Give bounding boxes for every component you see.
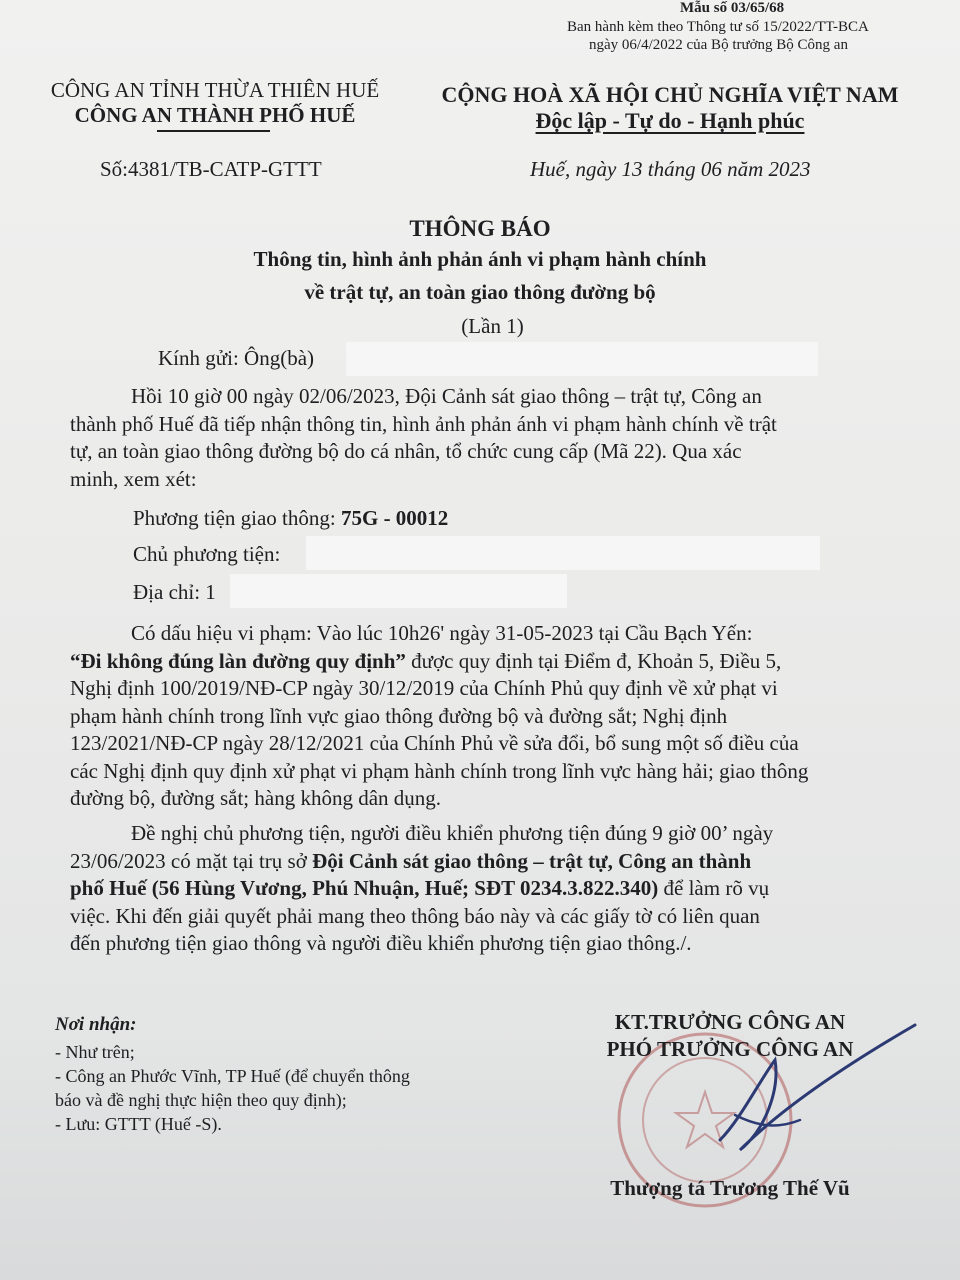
signer-name: Thượng tá Trương Thế Vũ [610, 1176, 850, 1200]
address-label: Địa chỉ: 1 [133, 580, 216, 604]
document-number: Số:4381/TB-CATP-GTTT [100, 157, 322, 181]
intro-line-2: thành phố Huế đã tiếp nhận thông tin, hình ảnh phản ánh vi phạm hành chính về trật [70, 411, 777, 436]
intro-paragraph [70, 383, 892, 493]
handwritten-signature [680, 1020, 940, 1170]
request-line-3 [70, 875, 896, 903]
request-line-4: việc. Khi đến giải quyết phải mang theo thông báo này và các giấy tờ có liên quan [70, 903, 760, 928]
violation-line-7: đường bộ, đường sắt; hàng không dân dụng. [70, 786, 442, 810]
recipient-label: Kính gửi: Ông(bà) [158, 346, 315, 370]
agency-underline [157, 130, 270, 132]
notice-subtitle-line2: về trật tự, an toàn giao thông đường bộ [304, 280, 656, 304]
recipients-heading: Nơi nhận: [55, 1014, 137, 1035]
place-date: Huế, ngày 13 tháng 06 năm 2023 [530, 157, 811, 181]
request-office: Đội Cảnh sát giao thông – trật tự, Công an thành [312, 848, 752, 873]
vehicle-plate: 75G - 00012 [340, 506, 449, 530]
signature-title-1: KT.TRƯỞNG CÔNG AN [614, 1010, 846, 1034]
intro-line-3: tự, an toàn giao thông đường bộ do cá nhân, tổ chức cung cấp (Mã 22). Qua xác [70, 439, 742, 463]
violation-line-3: Nghị định 100/2019/NĐ-CP ngày 30/12/2019 của Chính Phủ quy định về xử phạt vi [70, 676, 778, 700]
request-line-2-pre: 23/06/2023 có mặt tại trụ sở [70, 848, 313, 873]
form-issued-line2: ngày 06/4/2022 của Bộ trưởng Bộ Công an [589, 37, 848, 53]
agency-parent: CÔNG AN TỈNH THỪA THIÊN HUẾ [50, 78, 380, 102]
request-line-2 [70, 848, 896, 876]
redacted-address [230, 574, 567, 608]
request-office-address: phố Huế (56 Hùng Vương, Phú Nhuận, Huế; SĐT 0234.3.822.340) [70, 876, 659, 900]
vehicle-label: Phương tiện giao thông: [133, 506, 336, 530]
request-line-5: đến phương tiện giao thông và người điều khiển phương tiện giao thông./. [70, 931, 692, 955]
notice-title: THÔNG BÁO [409, 216, 551, 241]
request-line-1: Đề nghị chủ phương tiện, người điều khiển phương tiện đúng 9 giờ 00’ ngày [131, 821, 774, 845]
signature-title-2: PHÓ TRƯỞNG CÔNG AN [606, 1037, 854, 1061]
recipients-item-2: - Công an Phước Vĩnh, TP Huế (để chuyển thông [55, 1066, 410, 1086]
national-motto: Độc lập - Tự do - Hạnh phúc [535, 108, 805, 133]
request-line-3-rest: để làm rõ vụ [658, 876, 770, 900]
notice-round: (Lần 1) [461, 314, 524, 338]
redacted-recipient-name [346, 342, 818, 376]
intro-line-1: Hồi 10 giờ 00 ngày 02/06/2023, Đội Cảnh sát giao thông – trật tự, Công an [131, 384, 762, 408]
recipients-item-4: - Lưu: GTTT (Huế -S). [55, 1114, 222, 1134]
violation-line-5: 123/2021/NĐ-CP ngày 28/12/2021 của Chính Phủ về sửa đổi, bổ sung một số điều của [70, 731, 799, 755]
redacted-owner-name [306, 536, 820, 570]
request-paragraph [70, 820, 896, 958]
violation-quote: “Đi không đúng làn đường quy định” [70, 648, 406, 673]
notice-subtitle-line1: Thông tin, hình ảnh phản ánh vi phạm hành chính [253, 247, 707, 271]
intro-line-4: minh, xem xét: [70, 466, 197, 491]
form-issued-line1: Ban hành kèm theo Thông tư số 15/2022/TT-BCA [567, 19, 869, 35]
violation-line-6: các Nghị định quy định xử phạt vi phạm hành chính trong lĩnh vực hàng hải; giao thông [70, 758, 809, 783]
recipients-item-3: báo và đề nghị thực hiện theo quy định); [55, 1090, 347, 1110]
violation-paragraph [70, 620, 892, 813]
recipients-item-1: - Như trên; [55, 1042, 135, 1062]
violation-line-2 [70, 648, 892, 676]
violation-line-4: phạm hành chính trong lĩnh vực giao thông đường bộ và đường sắt; Nghị định [70, 703, 728, 728]
violation-line-2-rest: được quy định tại Điểm đ, Khoản 5, Điều 5, [405, 648, 782, 673]
national-title: CỘNG HOÀ XÃ HỘI CHỦ NGHĨA VIỆT NAM [441, 82, 899, 107]
agency-name: CÔNG AN THÀNH PHỐ HUẾ [74, 103, 356, 127]
violation-line-1: Có dấu hiệu vi phạm: Vào lúc 10h26' ngày 31-05-2023 tại Cầu Bạch Yến: [131, 621, 753, 645]
owner-label: Chủ phương tiện: [133, 542, 281, 566]
form-code: Mẫu số 03/65/68 [680, 0, 785, 16]
vehicle-row [133, 506, 448, 531]
